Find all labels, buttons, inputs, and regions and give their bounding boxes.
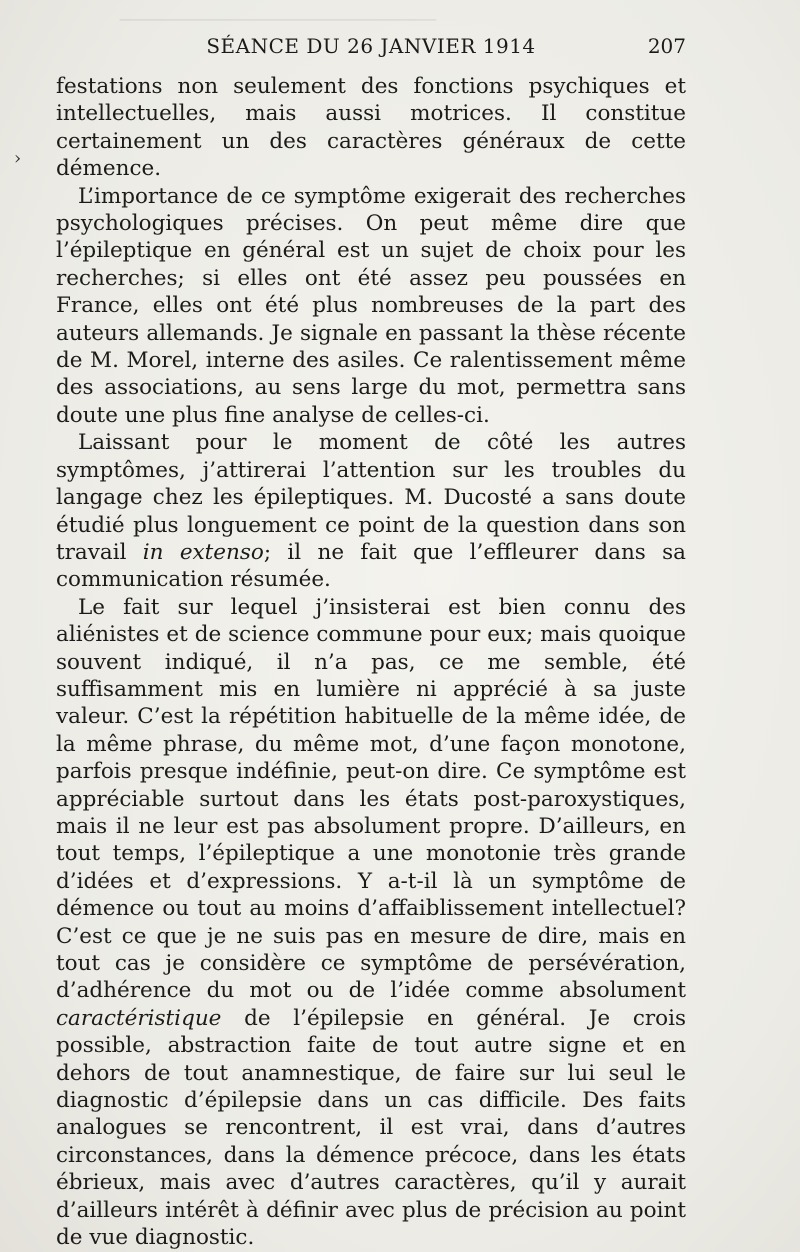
paragraph-text: ; il ne fait que l’effleurer dans sa communication résumée. [56, 539, 686, 593]
paragraph-continuation: festations non seulement des fonctions psychiques et intellectuelles, mais aussi motrices. Il constitue certainement un des caractères généraux de cette démence. [56, 74, 686, 182]
margin-mark: › [14, 148, 22, 169]
page-number: 207 [647, 34, 686, 58]
italic-phrase: in extenso [142, 539, 264, 565]
show-through-texture: ───────────────────────── [120, 8, 437, 32]
paragraph-text: de l’épilepsie en général. Je crois possible, abstraction faite de tout autre signe et en dehors de tout anamnestique, de faire sur lui seul le diagnostic d’épilepsie dans un cas difficile. Des faits analogues se rencontrent, il est vrai, dans d’autres circonstances, dans la démence précoce, dans les états ébrieux, mais avec d’autres caractères, qu’il y aurait d’ailleurs intérêt à définir avec plus de précision au point de vue diagnostic. [56, 1005, 686, 1251]
paragraph-perseveration [56, 594, 686, 1252]
paragraph-psychological-research: L’importance de ce symptôme exigerait des recherches psychologiques précises. On peut même dire que l’épileptique en général est un sujet de choix pour les recherches; si elles ont été assez peu poussées en France, elles ont été plus nombreuses de la part des auteurs allemands. Je signale en passant la thèse récente de M. Morel, interne des asiles. Ce ralentissement même des associations, au sens large du mot, permettra sans doute une plus fine analyse de celles-ci. [56, 183, 686, 428]
paragraph-text: Laissant pour le moment de côté les autres symptômes, j’attirerai l’attention sur les troubles du langage chez les épileptiques. M. Ducosté a sans doute étudié plus longuement ce point de la question dans son travail [56, 430, 686, 565]
paragraph-language-troubles [56, 429, 686, 593]
body-text [56, 73, 686, 1251]
running-title: SÉANCE DU 26 JANVIER 1914 [206, 34, 536, 58]
running-header [56, 33, 686, 59]
italic-phrase: caractéristique [56, 1005, 222, 1031]
paragraph-text: Le fait sur lequel j’insisterai est bien connu des aliénistes et de science commune pour eux; mais quoique souvent indiqué, il n’a pas, ce me semble, été suffisamment mis en lumière ni apprécié à sa juste valeur. C’est la répétition habituelle de la même idée, de la même phrase, du même mot, d’une façon monotone, parfois presque indéfinie, peut-on dire. Ce symptôme est appréciable surtout dans les états post-paroxystiques, mais il ne leur est pas absolument propre. D’ailleurs, en tout temps, l’épileptique a une monotonie très grande d’idées et d’expressions. Y a-t-il là un symptôme de démence ou tout au moins d’affaiblissement intellectuel? C’est ce que je ne suis pas en mesure de dire, mais en tout cas je considère ce symptôme de persévération, d’adhérence du mot ou de l’idée comme absolument [56, 594, 686, 1004]
